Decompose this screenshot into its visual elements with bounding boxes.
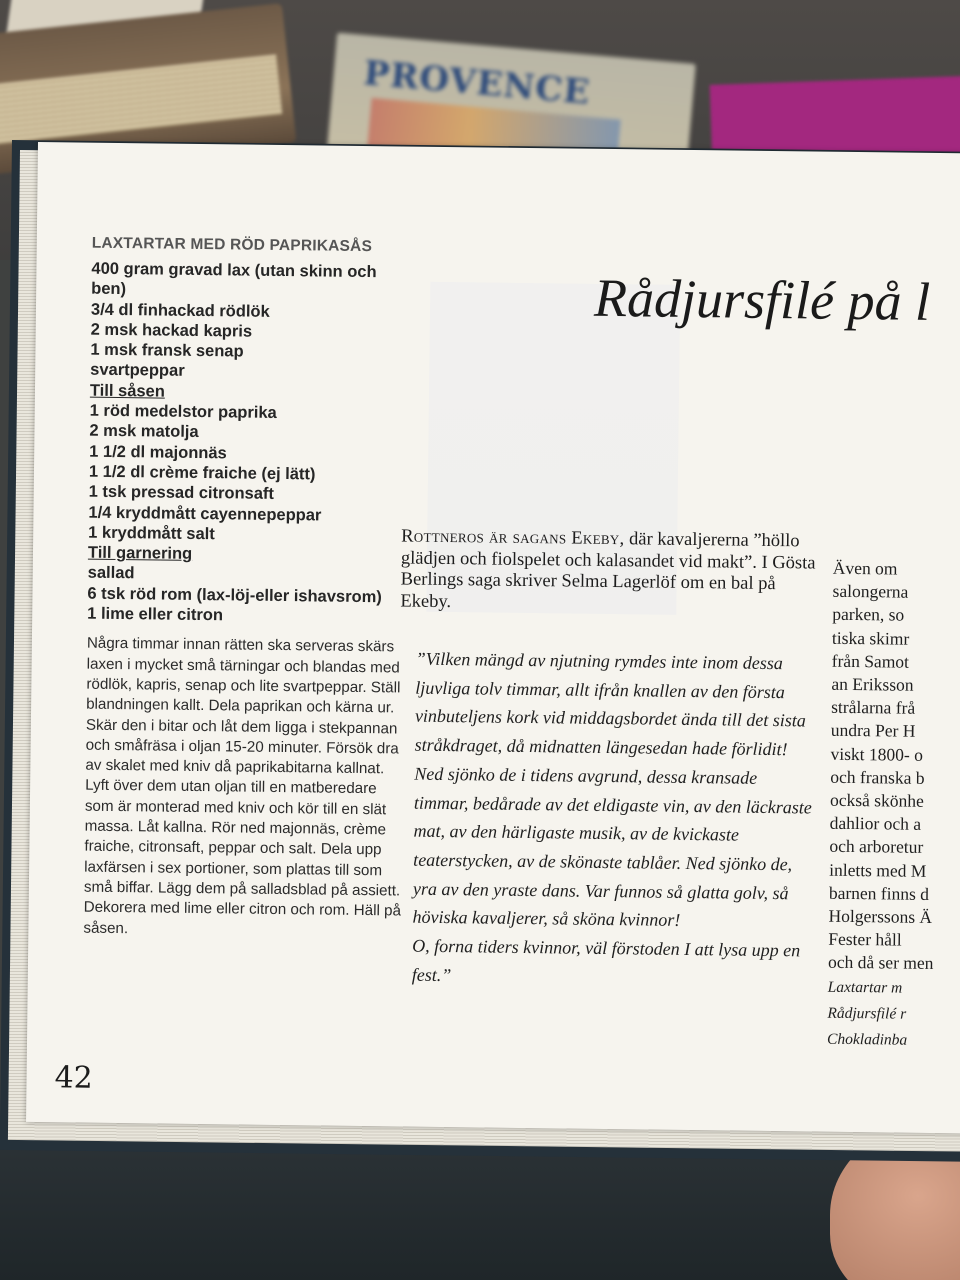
ingredient-item: 1 1/2 dl crème fraiche (ej lätt): [88, 462, 316, 484]
menu-item-line: Rådjursfilé r: [827, 1004, 907, 1023]
column-text-line: och franska b: [830, 766, 925, 788]
quote-paragraph-2: O, forna tiders kvinnor, väl förstoden I att lysa upp en fest.”: [411, 935, 801, 985]
ingredient-item: 1 röd medelstor paprika: [89, 401, 277, 423]
menu-item-line: Chokladinba: [826, 1030, 908, 1049]
column-text-line: parken, so: [832, 604, 905, 626]
column-text-line: Holgerssons Ä: [828, 905, 933, 928]
quote-paragraph-1: ”Vilken mängd av njutning rymdes inte inom dessa ljuvliga tolv timmar, allt ifrån knallen av den första vinbuteljens kork vid middagsbordet ända till det sista stråkdraget, då midnatten längesedan hade förlidit! Ned sjönko de i tidens avgrund, dessa kransade timmar, bedårade av det eldigaste vin, av den läckraste mat, av den härligaste musik, av de kvickaste teaterstycken, av de skönaste tablåer. Ned sjönko de, yra av den yraste dans. Var funnos så glatta golv, så höviska kavaljerer, så sköna kvinnor!: [412, 648, 812, 931]
column-text-line: dahlior och a: [829, 812, 922, 835]
ingredient-item: 1 tsk pressad citronsaft: [88, 482, 275, 504]
column-text-line: och arboretur: [829, 836, 924, 858]
recipe-method: [83, 634, 407, 942]
ingredient-item: svartpeppar: [90, 361, 185, 381]
ingredient-subheading: Till såsen: [89, 381, 165, 401]
column-text-line: och då ser men: [827, 952, 934, 974]
method-text: Några timmar innan rätten ska serveras skärs laxen i mycket små tärningar och blandas med rödlök, kapris, senap och lite svartpeppar. Ställ blandningen kallt. Dela paprikan och kärna ur. Skär den i bitar och låt dem ligga i stekpannan och småfräsa i oljan 15-20 minuter. Försök dra av skalet med kniv då paprikabitarna kallnat. Lyft över dem utan oljan till en matberedare som är monterad med kniv och kör till en slät massa. Låt kallna. Rör ned majonnäs, crème fraiche, citronsaft, peppar och salt. Dela upp laxfärsen i sex portioner, som plattas till som små biffar. Lägg dem på salladsblad på assiett. Dekorera med lime eller citron och rom. Häll på såsen.: [83, 634, 402, 937]
column-text-line: Fester håll: [828, 928, 902, 950]
recipe-block: [83, 235, 412, 943]
ingredient-list: [87, 259, 411, 628]
column-text-line: från Samot: [831, 650, 910, 672]
column-text-line: inletts med M: [829, 859, 927, 881]
ingredient-item: 400 gram gravad lax (utan skinn och ben): [91, 259, 377, 299]
intro-smallcaps: Rottneros är sagans Ekeby,: [401, 526, 625, 550]
menu-item-line: Laxtartar m: [827, 978, 903, 997]
quote-block: [412, 645, 816, 994]
ingredient-item: 2 msk matolja: [89, 422, 199, 442]
ingredient-item: 6 tsk röd rom (lax-löj-eller ishavsrom): [87, 584, 382, 606]
column-text-line: strålarna frå: [831, 696, 916, 718]
page-headline: Rådjursfilé på l: [593, 267, 931, 332]
book-spread: [26, 142, 960, 1134]
column-text-line: också skönhe: [829, 789, 924, 811]
column-text-line: an Eriksson: [831, 673, 914, 695]
column-text-line: viskt 1800- o: [830, 743, 924, 765]
ingredient-item: 3/4 dl finhackad rödlök: [90, 300, 270, 321]
third-column: [827, 557, 960, 1055]
ingredient-item: 1 kryddmått salt: [88, 523, 215, 544]
ingredient-item: 1/4 kryddmått cayennepeppar: [88, 503, 322, 525]
intro-paragraph: [400, 526, 829, 617]
intro-text: där kavaljererna ”höllo glädjen och fiolspelet och kalasandet vid makt”. I Gösta Berlings saga skriver Selma Lagerlöf om en bal på Ekeby.: [400, 529, 816, 612]
column-text-line: Även om: [832, 557, 898, 579]
ingredient-item: 1 1/2 dl majonnäs: [89, 442, 227, 463]
column-text-line: tiska skimr: [831, 627, 910, 649]
column-text-line: barnen finns d: [828, 882, 930, 904]
ingredient-item: 1 msk fransk senap: [90, 340, 244, 361]
page-number: 42: [54, 1060, 93, 1096]
ingredient-item: sallad: [87, 564, 135, 583]
ingredient-item: 2 msk hackad kapris: [90, 320, 253, 341]
ingredient-item: 1 lime eller citron: [87, 604, 224, 625]
recipe-title: LAXTARTAR MED RÖD PAPRIKASÅS: [91, 234, 373, 256]
ingredient-subheading: Till garnering: [87, 543, 193, 564]
provence-book-title: PROVENCE: [362, 53, 592, 113]
column-text-line: undra Per H: [830, 720, 916, 742]
column-text-line: salongerna: [832, 580, 909, 602]
